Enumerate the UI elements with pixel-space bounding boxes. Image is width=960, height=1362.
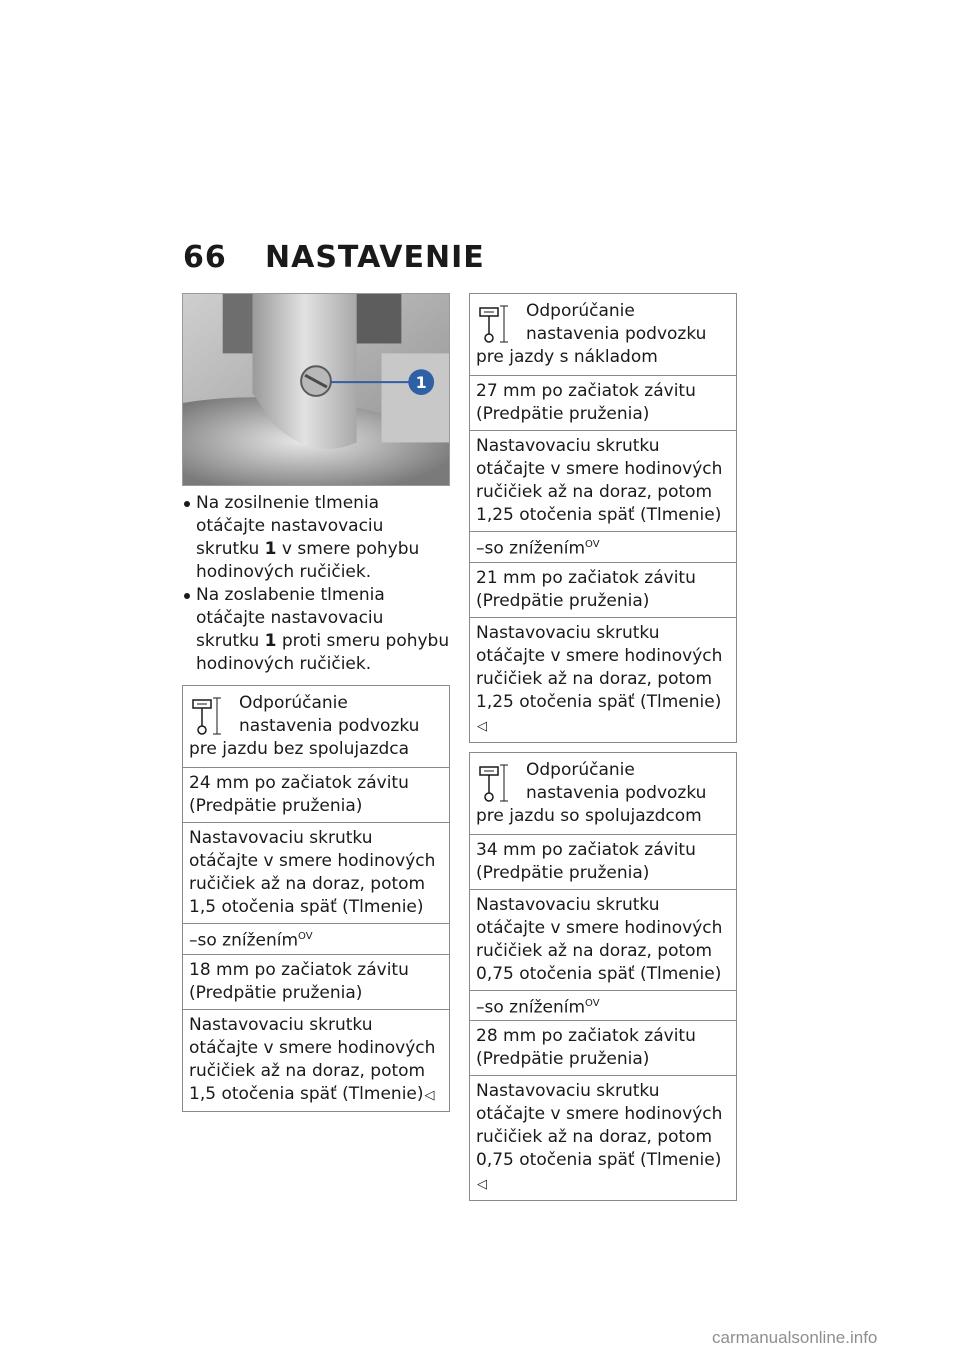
- suspension-strut-icon: [476, 761, 514, 805]
- damping-value: Nastavovaciu skrutku otáčajte v smere hodinových ručičiek až na doraz, potom 1,5 otočenia späť (Tlmenie): [183, 823, 449, 924]
- damping-value: Nastavovaciu skrutku otáčajte v smere hodinových ručičiek až na doraz, potom 1,25 otočenia späť (Tlmenie)◁: [470, 618, 736, 742]
- spring-preload-value: 27 mm po začiatok závitu (Predpätie pruženia): [470, 376, 736, 431]
- suspension-strut-icon: [476, 302, 514, 346]
- instruction-list: [182, 492, 450, 676]
- box-title: Odporúčanie nastavenia podvozku pre jazdu so spolujazdcom: [476, 759, 707, 826]
- spring-preload-value: 28 mm po začiatok závitu (Predpätie pruženia): [470, 1021, 736, 1076]
- list-item: Na zosilnenie tlmenia otáčajte nastavovaciu skrutku 1 v smere pohybu hodinových ručičiek.: [182, 492, 450, 584]
- suspension-strut-icon: [189, 694, 227, 738]
- spring-preload-value: 21 mm po začiatok závitu (Predpätie pruženia): [470, 563, 736, 618]
- end-of-section-icon: ◁: [477, 718, 487, 734]
- spring-preload-value: 24 mm po začiatok závitu (Predpätie pruženia): [183, 768, 449, 823]
- right-column: [469, 293, 737, 1201]
- lowered-variant-label: –so znížením$^{OV}$: [470, 532, 736, 563]
- list-item: Na zoslabenie tlmenia otáčajte nastavovaciu skrutku 1 proti smeru pohybu hodinových ručičiek.: [182, 584, 450, 676]
- damping-value: Nastavovaciu skrutku otáčajte v smere hodinových ručičiek až na doraz, potom 0,75 otočenia späť (Tlmenie): [470, 890, 736, 991]
- box-header: [470, 294, 736, 376]
- damping-value: Nastavovaciu skrutku otáčajte v smere hodinových ručičiek až na doraz, potom 0,75 otočenia späť (Tlmenie)◁: [470, 1076, 736, 1200]
- box-header: [183, 686, 449, 768]
- page-header: [183, 240, 485, 275]
- box-header: [470, 753, 736, 835]
- callout-label: 1: [415, 373, 427, 393]
- end-of-section-icon: ◁: [477, 1177, 487, 1193]
- settings-box-solo: [182, 685, 450, 1112]
- left-column: [182, 293, 450, 1112]
- spring-preload-value: 18 mm po začiatok závitu (Predpätie pruženia): [183, 955, 449, 1010]
- shock-absorber-photo: [182, 293, 450, 486]
- damping-value: Nastavovaciu skrutku otáčajte v smere hodinových ručičiek až na doraz, potom 1,25 otočenia späť (Tlmenie): [470, 431, 736, 532]
- lowered-variant-label: –so znížením$^{OV}$: [470, 991, 736, 1022]
- box-title: Odporúčanie nastavenia podvozku pre jazdu bez spolujazdca: [189, 693, 420, 759]
- end-of-section-icon: ◁: [424, 1087, 435, 1103]
- watermark: carmanualsonline.info: [712, 1328, 878, 1347]
- settings-box-load: [469, 293, 737, 743]
- settings-box-pillion: [469, 752, 737, 1202]
- lowered-variant-label: –so znížením$^{OV}$: [183, 924, 449, 955]
- page-number: 66: [183, 240, 227, 275]
- box-title: Odporúčanie nastavenia podvozku pre jazdy s nákladom: [476, 301, 707, 367]
- page-title: NASTAVENIE: [265, 240, 485, 275]
- spring-preload-value: 34 mm po začiatok závitu (Predpätie pruženia): [470, 835, 736, 890]
- damping-value: Nastavovaciu skrutku otáčajte v smere hodinových ručičiek až na doraz, potom 1,5 otočenia späť (Tlmenie)◁: [183, 1010, 449, 1111]
